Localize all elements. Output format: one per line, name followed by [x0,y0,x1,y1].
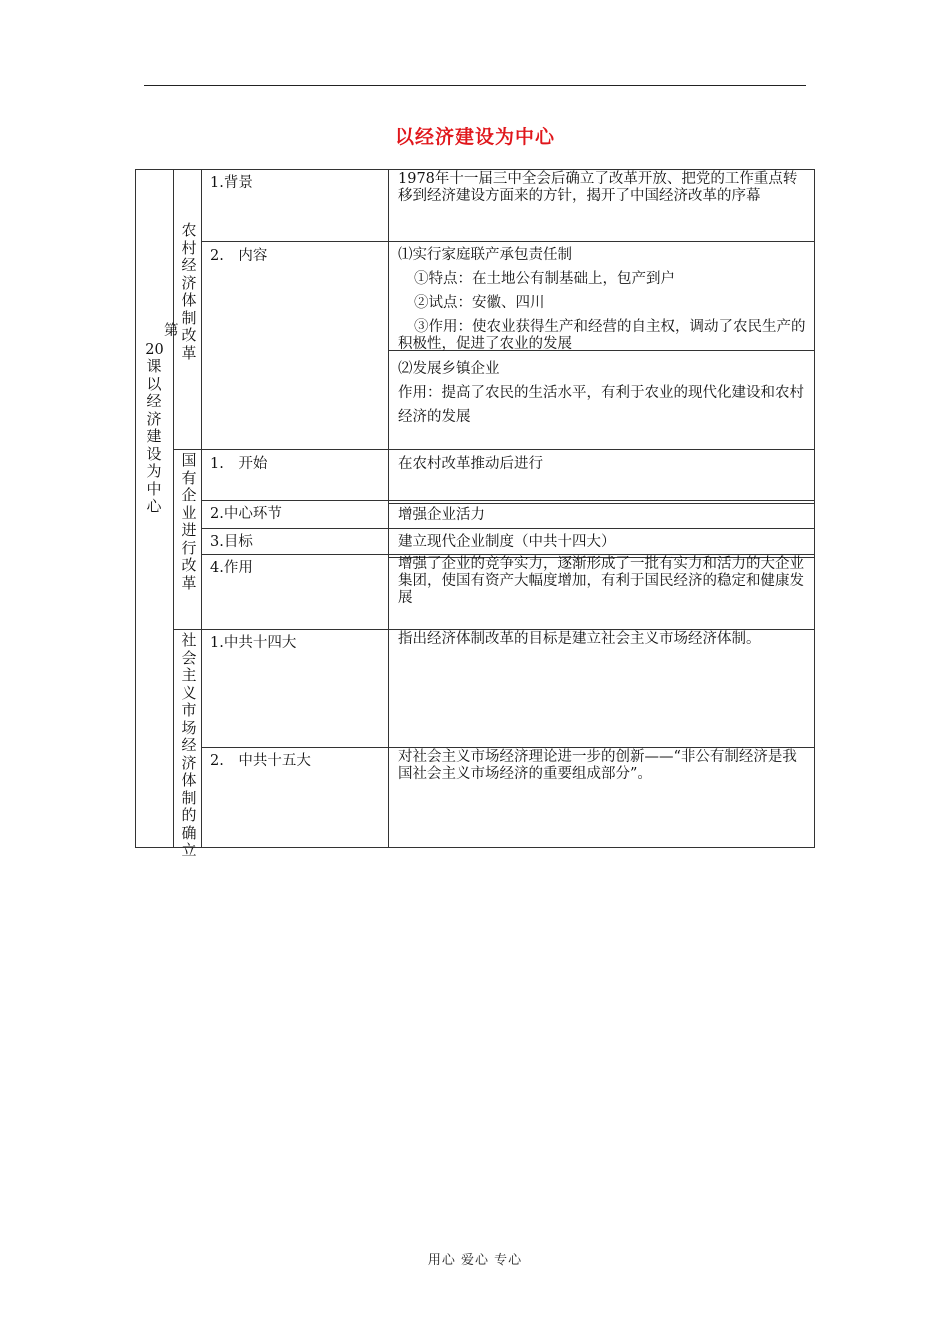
page-footer: 用心 爱心 专心 [427,1253,523,1268]
row-divider [388,503,815,504]
lesson-number: 20 [145,342,164,358]
content-line: ③作用：使农业获得生产和经营的自主权，调动了农民生产的积极性，促进了农业的发展 [398,319,806,352]
content-line: ⑴实行家庭联产承包责任制 [398,247,572,263]
row-divider [201,747,815,748]
content-line: ⑵发展乡镇企业 [398,361,500,377]
section-name-market-economy: 社会主义市场经济体制的确立 [181,631,197,859]
row-content-background: 1978年十一届三中全会后确立了改革开放、把党的工作重点转移到经济建设方面来的方针，揭开了中国经济改革的序幕 [398,171,798,204]
row-label-start: 1. 开始 [210,456,268,472]
table-border-bottom [135,847,815,848]
row-divider [201,500,815,501]
table-border-left [135,169,136,848]
row-label-15th-congress: 2. 中共十五大 [210,753,311,769]
col-divider-1 [173,169,174,848]
content-line: 作用：提高了农民的生活水平，有利于农业的现代化建设和农村经济的发展 [398,385,804,425]
row-divider [201,241,815,242]
section-divider [173,629,815,630]
row-content-start: 在农村改革推动后进行 [398,456,543,472]
row-content-household-contract [398,247,810,353]
section-name-soe-reform: 国有企业进行改革 [181,451,197,592]
row-label-content: 2. 内容 [210,248,268,264]
row-content-township-enterprise [398,357,810,429]
row-content-15th-congress: 对社会主义市场经济理论进一步的创新——“非公有制经济是我国社会主义市场经济的重要组成部分”。 [398,749,797,782]
row-divider [201,554,815,555]
row-label-core: 2.中心环节 [210,506,282,522]
table-border-top [135,169,815,170]
row-label-goal: 3.目标 [210,534,253,550]
section-divider [173,449,815,450]
row-content-effect: 增强了企业的竞争实力，逐渐形成了一批有实力和活力的大企业集团，使国有资产大幅度增加，有利于国民经济的稳定和健康发展 [398,556,804,606]
content-line: ①特点：在土地公有制基础上，包产到户 [414,271,675,287]
content-line: ②试点：安徽、四川 [414,295,545,311]
section-name-rural-reform: 农村经济体制改革 [181,221,197,362]
page-title: 以经济建设为中心 [394,126,555,148]
row-label-14th-congress: 1.中共十四大 [210,635,297,651]
section-side-label: 第 [164,323,179,339]
row-content-core: 增强企业活力 [398,507,485,523]
row-label-background: 1.背景 [210,175,253,191]
row-content-goal: 建立现代企业制度（中共十四大） [398,534,616,550]
row-content-14th-congress: 指出经济体制改革的目标是建立社会主义市场经济体制。 [398,631,761,647]
row-label-effect: 4.作用 [210,560,253,576]
lesson-title-vertical: 课以经济建设为中心 [146,357,162,515]
row-divider [201,528,815,529]
